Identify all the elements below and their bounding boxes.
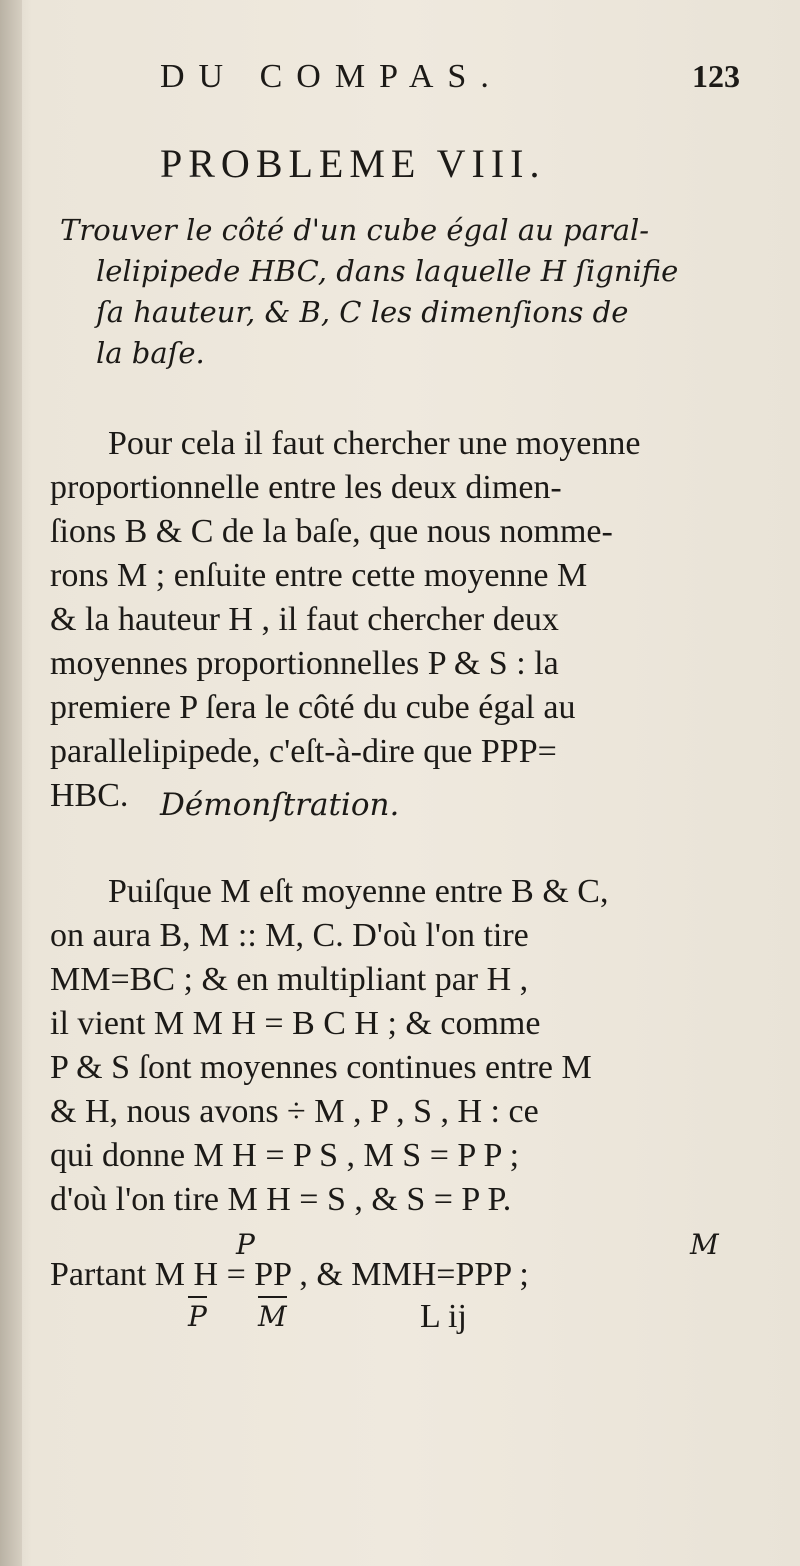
solution-line: & la hauteur H , il faut chercher deux [50, 601, 559, 638]
fraction-denominator-m: M [690, 1228, 719, 1261]
problem-title: PROBLEME VIII. [160, 141, 546, 186]
statement-line: lelipipede HBC, dans laquelle H ſignifie [96, 254, 679, 288]
fraction-denominator-p: P [236, 1228, 255, 1261]
page-gutter [0, 0, 22, 1566]
solution-line: parallelipipede, c'eſt-à-dire que PPP= [50, 733, 557, 770]
page-header [160, 58, 740, 108]
solution-line: rons M ; enſuite entre cette moyenne M [50, 557, 588, 594]
proof-line: P & S ſont moyennes continues entre M [50, 1049, 592, 1086]
solution-line: proportionnelle entre les deux dimen- [50, 469, 562, 506]
statement-line: Trouver le côté d'un cube égal au paral- [60, 213, 650, 247]
demonstration-title: Démonſtration. [160, 787, 400, 823]
fraction-bar: M [258, 1296, 287, 1333]
final-equation-line: Partant M H = PP , & MMH=PPP ; [50, 1256, 529, 1293]
solution-line: ſions B & C de la baſe, que nous nomme- [50, 513, 613, 550]
demonstration-paragraph [50, 870, 750, 1222]
page-number: 123 [692, 58, 740, 94]
proof-line: il vient M M H = B C H ; & comme [50, 1005, 541, 1042]
solution-line: premiere P ſera le côté du cube égal au [50, 689, 576, 726]
solution-paragraph [50, 422, 750, 818]
solution-line: HBC. [50, 777, 129, 814]
proof-line: qui donne M H = P S , M S = P P ; [50, 1137, 520, 1174]
running-head: DU COMPAS. [160, 58, 503, 95]
proof-line: Puiſque M eſt moyenne entre B & C, [108, 873, 609, 910]
signature-mark: L ij [420, 1298, 467, 1335]
fraction-bar: P [188, 1296, 207, 1333]
proof-line: MM=BC ; & en multipliant par H , [50, 961, 529, 998]
proof-line: & H, nous avons ÷ M , P , S , H : ce [50, 1093, 539, 1130]
solution-line: Pour cela il faut chercher une moyenne [108, 425, 641, 462]
fraction-denominator-m-lower [258, 1296, 287, 1333]
proof-line: on aura B, M :: M, C. D'où l'on tire [50, 917, 529, 954]
statement-line: ſa hauteur, & B, C les dimenſions de [96, 295, 629, 329]
fraction-denominator-p-lower [188, 1296, 207, 1333]
solution-line: moyennes proportionnelles P & S : la [50, 645, 559, 682]
problem-statement [60, 210, 740, 374]
statement-line: la baſe. [96, 336, 205, 370]
proof-line: d'où l'on tire M H = S , & S = P P. [50, 1181, 512, 1218]
